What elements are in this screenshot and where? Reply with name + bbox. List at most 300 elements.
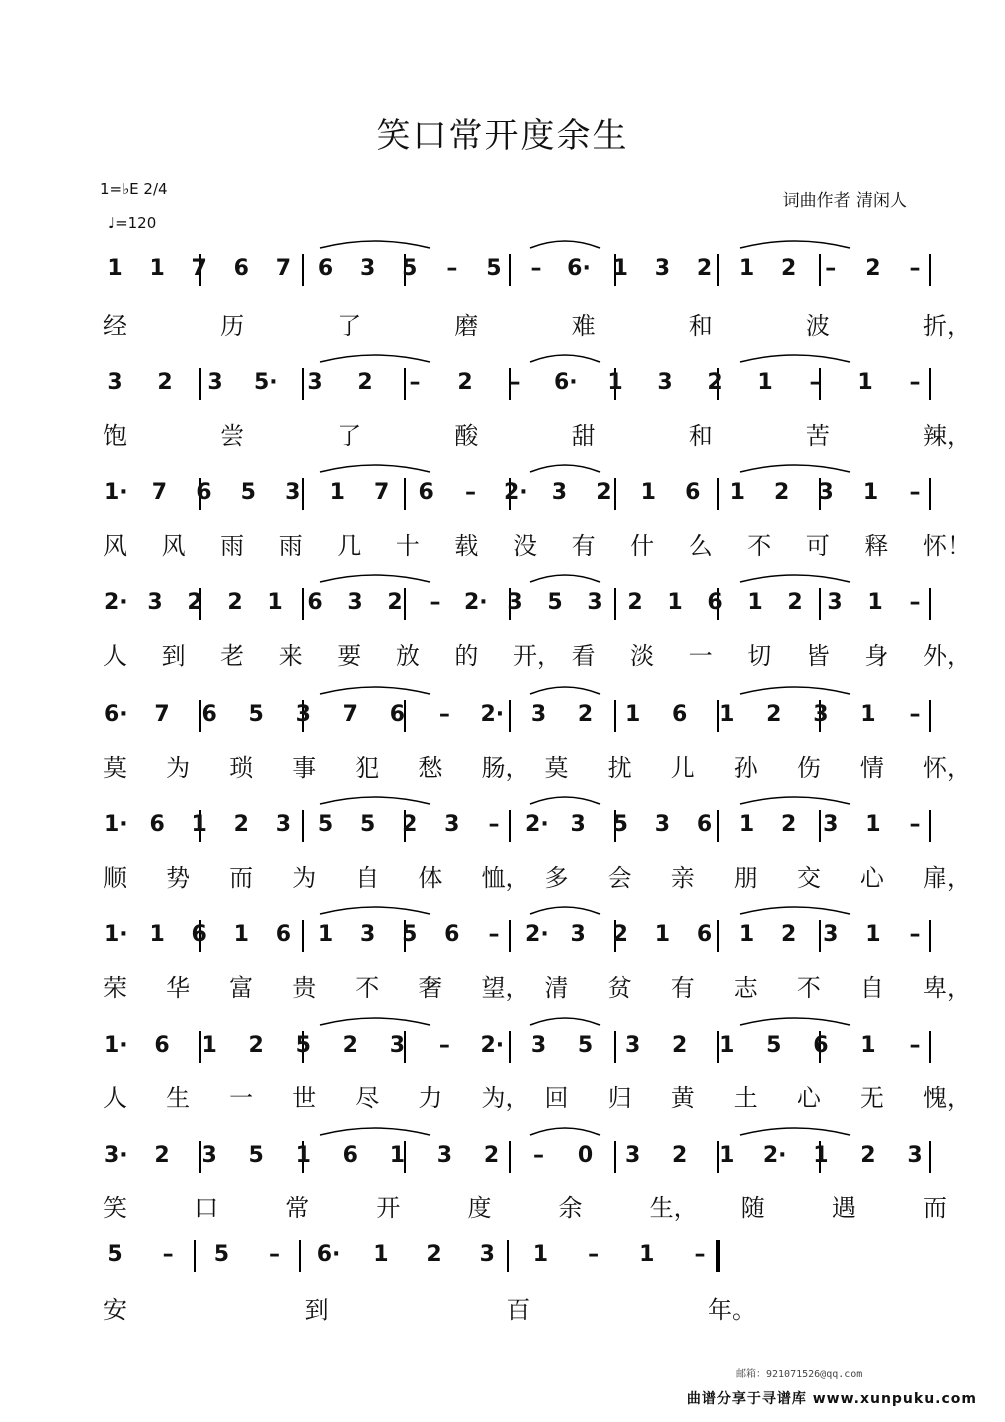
slur <box>320 575 430 582</box>
note: – <box>909 590 921 615</box>
lyric-word: 开 <box>376 1194 401 1222</box>
slur <box>530 575 600 582</box>
note: 2 <box>672 1143 688 1168</box>
lyric-word: 了 <box>337 422 362 450</box>
lyric-word: 没 <box>513 532 537 560</box>
note: 2· <box>464 590 488 615</box>
lyric-word: 志 <box>733 974 758 1002</box>
note: 1· <box>104 812 128 837</box>
note: 1· <box>104 480 128 505</box>
lyric-word: 怀！ <box>923 532 971 560</box>
lyric-word: 华 <box>166 974 191 1002</box>
note: 7 <box>191 256 207 281</box>
lyric-word: 老 <box>220 642 245 670</box>
note: 6 <box>685 480 701 505</box>
lyric-word: 外， <box>923 642 971 670</box>
note: 3 <box>295 702 311 727</box>
note: – <box>446 256 458 281</box>
note: 3 <box>907 1143 923 1168</box>
note: 3· <box>104 1143 128 1168</box>
note: – <box>269 1242 281 1267</box>
slur <box>740 355 850 362</box>
note: 1 <box>607 370 623 395</box>
note: 1 <box>738 812 755 837</box>
lyric-word: 雨 <box>220 532 245 560</box>
note: – <box>909 370 921 395</box>
note: – <box>488 922 500 947</box>
note: 1 <box>191 812 207 837</box>
lyric-word: 安 <box>103 1296 127 1324</box>
note: 5 <box>577 1033 594 1058</box>
author-credit: 词曲作者 清闲人 <box>782 191 907 211</box>
note: – <box>162 1242 174 1267</box>
slur <box>320 241 430 248</box>
lyric-word: 而 <box>229 864 254 892</box>
lyric-word: 释 <box>864 532 889 560</box>
note: 2 <box>233 812 249 837</box>
note: 1 <box>201 1033 217 1058</box>
note: 5 <box>402 922 418 947</box>
note: 5 <box>295 1033 311 1058</box>
lyric-word: 酸 <box>454 422 479 450</box>
note: 3 <box>530 1033 547 1058</box>
note: 2 <box>387 590 403 615</box>
lyric-word: 自 <box>859 974 884 1002</box>
note: 3 <box>147 590 163 615</box>
note: – <box>438 1033 450 1058</box>
note: 7 <box>154 702 170 727</box>
lyric-word: 人 <box>103 642 127 670</box>
note: 2 <box>154 1143 170 1168</box>
lyric-word: 风 <box>161 532 186 560</box>
note: 3 <box>823 922 839 947</box>
lyric-word: 不 <box>355 974 380 1002</box>
note: 1 <box>267 590 283 615</box>
lyric-word: 交 <box>796 864 821 892</box>
lyric-word: 百 <box>506 1296 531 1324</box>
lyric-word: 自 <box>355 864 380 892</box>
lyric-word: 多 <box>544 864 569 892</box>
lyric-word: 贵 <box>292 974 317 1002</box>
note: 6 <box>444 922 460 947</box>
lyric-word: 一 <box>229 1084 254 1112</box>
note: 2 <box>774 480 790 505</box>
note: 5 <box>612 812 628 837</box>
lyric-word: 余 <box>558 1194 583 1222</box>
slur <box>740 1128 850 1135</box>
note: – <box>438 702 450 727</box>
note: 6 <box>191 922 207 947</box>
lyric-word: 孙 <box>733 754 758 782</box>
note: 1· <box>104 922 128 947</box>
note: 1 <box>624 702 641 727</box>
note: – <box>909 922 921 947</box>
email-text: 邮箱：921071526@qq.com <box>736 1369 863 1380</box>
note: – <box>909 1033 921 1058</box>
note: 1 <box>860 702 876 727</box>
lyric-word: 望， <box>481 974 530 1002</box>
slur <box>530 687 600 694</box>
note: 3 <box>827 590 843 615</box>
note: 1 <box>107 256 123 281</box>
key-signature: 1=♭E 2/4 <box>100 180 168 198</box>
lyric-word: 尽 <box>355 1084 380 1112</box>
note: 2 <box>781 922 797 947</box>
lyric-word: 莫 <box>103 754 127 782</box>
lyric-word: 黄 <box>670 1084 695 1112</box>
lyric-word: 到 <box>161 642 186 670</box>
note: 1· <box>104 1033 128 1058</box>
note: 6 <box>201 702 217 727</box>
note: – <box>909 812 921 837</box>
note: – <box>509 370 521 395</box>
note: 1 <box>233 922 249 947</box>
note: 7 <box>151 480 168 505</box>
note: 2 <box>577 702 594 727</box>
note: 2· <box>504 480 528 505</box>
note: 1 <box>639 1242 655 1267</box>
note: 2 <box>426 1242 442 1267</box>
note: 6 <box>813 1033 829 1058</box>
lyric-word: 力 <box>418 1084 443 1112</box>
lyric-word: 体 <box>418 864 443 892</box>
note: 3 <box>570 812 586 837</box>
note: 1 <box>865 812 881 837</box>
note: 1 <box>373 1242 389 1267</box>
lyric-word: 心 <box>859 864 884 892</box>
lyric-word: 琐 <box>229 754 254 782</box>
note: 3 <box>347 590 363 615</box>
note: 6 <box>149 812 165 837</box>
note: 3 <box>818 480 834 505</box>
note: 3 <box>479 1242 495 1267</box>
lyric-word: 甜 <box>571 422 596 450</box>
lyric-word: 到 <box>304 1296 329 1324</box>
note: 6 <box>389 702 405 727</box>
lyric-word: 扉， <box>923 864 971 892</box>
note: 6 <box>672 702 688 727</box>
note: 6· <box>567 256 591 281</box>
note: 2 <box>342 1033 358 1058</box>
note: 6 <box>342 1143 358 1168</box>
note: 1 <box>719 702 735 727</box>
lyric-word: 难 <box>571 312 596 340</box>
slur <box>530 465 600 472</box>
lyric-word: 贫 <box>607 974 632 1002</box>
note: 3 <box>570 922 586 947</box>
slur <box>740 241 850 248</box>
note: 3 <box>436 1143 453 1168</box>
note: 5 <box>486 256 502 281</box>
lyric-word: 犯 <box>355 754 380 782</box>
lyric-word: 来 <box>278 642 303 670</box>
lyric-word: 无 <box>859 1084 884 1112</box>
slur <box>530 907 600 914</box>
lyric-word: 看 <box>571 642 596 670</box>
lyric-word: 儿 <box>670 754 695 782</box>
note: 6 <box>696 922 713 947</box>
slur <box>320 1018 430 1025</box>
lyric-word: 生， <box>649 1194 698 1222</box>
slur <box>740 465 850 472</box>
note: 1 <box>729 480 745 505</box>
slur <box>740 687 850 694</box>
lyric-word: 折， <box>923 312 971 340</box>
note: 3 <box>624 1143 641 1168</box>
lyric-word: 磨 <box>454 312 479 340</box>
lyric-word: 荣 <box>103 974 127 1002</box>
note: 1 <box>329 480 345 505</box>
note: 5 <box>359 812 376 837</box>
lyric-word: 尝 <box>220 422 245 450</box>
note: 1 <box>612 256 628 281</box>
note: 3 <box>444 812 460 837</box>
note: 3 <box>530 702 547 727</box>
lyric-word: 一 <box>688 642 713 670</box>
note: 2 <box>865 256 881 281</box>
lyric-word: 了 <box>337 312 362 340</box>
note: 2 <box>596 480 612 505</box>
note: 5 <box>107 1242 123 1267</box>
lyric-word: 愧， <box>923 1084 971 1112</box>
lyric-word: 放 <box>395 642 420 670</box>
note: 2· <box>762 1143 787 1168</box>
note: 6 <box>707 590 723 615</box>
note: 5 <box>317 812 334 837</box>
note: 6 <box>317 256 334 281</box>
lyric-word: 历 <box>220 312 245 340</box>
note: 3 <box>201 1143 217 1168</box>
lyric-word: 不 <box>796 974 821 1002</box>
note: – <box>588 1242 600 1267</box>
lyric-word: 笑 <box>103 1194 127 1222</box>
lyric-word: 有 <box>571 532 596 560</box>
slur <box>320 797 430 804</box>
lyric-word: 土 <box>733 1084 758 1112</box>
note: 2 <box>781 812 797 837</box>
note: 0 <box>577 1143 594 1168</box>
note: 5 <box>240 480 256 505</box>
lyric-word: 常 <box>285 1194 310 1222</box>
note: 1 <box>719 1143 735 1168</box>
note: 2 <box>483 1143 500 1168</box>
lyric-word: 年。 <box>708 1296 756 1324</box>
note: 3 <box>587 590 603 615</box>
note: 6· <box>554 370 578 395</box>
note: – <box>533 1143 545 1168</box>
note: 2 <box>357 370 373 395</box>
note: 3 <box>654 812 671 837</box>
lyric-word: 事 <box>292 754 317 782</box>
slur <box>530 355 600 362</box>
note: 1 <box>747 590 763 615</box>
note: 6 <box>196 480 212 505</box>
note: 6 <box>275 922 292 947</box>
note: 1 <box>317 922 334 947</box>
note: 2· <box>480 702 505 727</box>
note: 5 <box>402 256 418 281</box>
lyric-word: 莫 <box>544 754 569 782</box>
lyric-word: 朋 <box>733 864 758 892</box>
note: 5 <box>213 1242 230 1267</box>
note: 1 <box>862 480 879 505</box>
note: 5 <box>248 702 264 727</box>
page-title: 笑口常开度余生 <box>376 116 629 156</box>
lyric-word: 风 <box>103 532 127 560</box>
note: 5 <box>766 1033 782 1058</box>
note: – <box>530 256 542 281</box>
lyric-word: 身 <box>864 642 889 670</box>
note: 2 <box>187 590 203 615</box>
note: 2 <box>860 1143 876 1168</box>
note: 2 <box>248 1033 264 1058</box>
note: 6 <box>154 1033 170 1058</box>
note: 2 <box>766 702 782 727</box>
note: 3 <box>285 480 301 505</box>
lyric-word: 顺 <box>103 864 127 892</box>
lyric-word: 恤， <box>481 864 530 892</box>
note: – <box>465 480 477 505</box>
lyric-word: 为， <box>481 1084 530 1112</box>
lyric-word: 愁 <box>418 754 443 782</box>
note: 1 <box>719 1033 735 1058</box>
slur <box>320 687 430 694</box>
note: 7 <box>275 256 292 281</box>
lyric-word: 心 <box>796 1084 821 1112</box>
note: – <box>909 702 921 727</box>
lyric-word: 扰 <box>607 754 632 782</box>
lyric-word: 奢 <box>418 974 443 1002</box>
slur <box>530 797 600 804</box>
note: 3 <box>307 370 323 395</box>
note: 3 <box>551 480 568 505</box>
note: 6· <box>104 702 128 727</box>
note: 3 <box>657 370 673 395</box>
note: 2 <box>787 590 803 615</box>
note: – <box>409 370 421 395</box>
tempo-marking: ♩=120 <box>108 214 157 232</box>
lyric-word: 和 <box>688 312 713 340</box>
lyric-word: 载 <box>454 532 479 560</box>
lyric-word: 切 <box>747 642 772 670</box>
note: 2 <box>696 256 713 281</box>
lyric-word: 度 <box>467 1194 492 1222</box>
slur <box>530 1128 600 1135</box>
slur <box>320 907 430 914</box>
lyric-word: 饱 <box>103 422 127 450</box>
note: – <box>429 590 441 615</box>
lyric-word: 可 <box>805 532 830 560</box>
note: 3 <box>275 812 292 837</box>
note: 1 <box>865 922 881 947</box>
note: 2 <box>781 256 797 281</box>
note: 1 <box>640 480 656 505</box>
note: 3 <box>823 812 839 837</box>
note: 2 <box>627 590 643 615</box>
slur <box>530 241 600 248</box>
note: 1 <box>757 370 773 395</box>
slur <box>740 575 850 582</box>
lyric-word: 雨 <box>278 532 303 560</box>
note: 3 <box>359 256 376 281</box>
note: 3 <box>813 702 829 727</box>
note: 2· <box>525 922 549 947</box>
note: 1 <box>738 922 755 947</box>
lyric-word: 经 <box>103 312 127 340</box>
lyric-word: 几 <box>337 532 362 560</box>
note: 2 <box>672 1033 688 1058</box>
note: 6 <box>696 812 713 837</box>
lyric-word: 有 <box>670 974 695 1002</box>
note: – <box>909 480 921 505</box>
lyric-word: 归 <box>607 1084 632 1112</box>
lyric-word: 么 <box>688 532 713 560</box>
lyric-word: 十 <box>395 532 420 560</box>
lyric-word: 势 <box>166 864 191 892</box>
note: 1 <box>813 1143 829 1168</box>
note: 1 <box>857 370 873 395</box>
lyric-word: 怀， <box>923 754 971 782</box>
note: – <box>809 370 821 395</box>
note: 1 <box>738 256 755 281</box>
slur <box>320 355 430 362</box>
note: 2 <box>457 370 473 395</box>
note: 2 <box>402 812 418 837</box>
slur <box>740 907 850 914</box>
lyric-word: 回 <box>544 1084 569 1112</box>
lyric-word: 情 <box>859 754 884 782</box>
note: 1 <box>667 590 683 615</box>
lyric-word: 苦 <box>805 422 830 450</box>
lyric-word: 富 <box>229 974 254 1002</box>
lyric-word: 世 <box>292 1084 317 1112</box>
note: 1 <box>860 1033 876 1058</box>
lyric-word: 和 <box>688 422 713 450</box>
note: 2· <box>525 812 549 837</box>
note: 1 <box>389 1143 405 1168</box>
note: 3 <box>624 1033 641 1058</box>
note: – <box>825 256 837 281</box>
note: 1 <box>532 1242 549 1267</box>
lyric-word: 亲 <box>670 864 695 892</box>
lyric-word: 开， <box>513 642 561 670</box>
note: 6 <box>418 480 434 505</box>
lyric-word: 会 <box>607 864 632 892</box>
lyric-word: 为 <box>292 864 317 892</box>
note: – <box>694 1242 706 1267</box>
lyric-word: 为 <box>166 754 191 782</box>
slur <box>740 1018 850 1025</box>
note: – <box>488 812 500 837</box>
note: 2· <box>480 1033 505 1058</box>
lyric-word: 不 <box>747 532 772 560</box>
lyric-word: 卑， <box>923 974 971 1002</box>
note: 5· <box>254 370 278 395</box>
lyric-word: 清 <box>544 974 569 1002</box>
lyric-word: 什 <box>630 532 655 560</box>
lyric-word: 伤 <box>796 754 821 782</box>
note: 2 <box>157 370 173 395</box>
lyric-word: 波 <box>805 312 830 340</box>
note: 7 <box>374 480 390 505</box>
lyric-word: 人 <box>103 1084 127 1112</box>
lyric-word: 而 <box>923 1194 947 1222</box>
lyric-word: 遇 <box>831 1194 856 1222</box>
slur <box>740 797 850 804</box>
lyric-word: 的 <box>454 642 479 670</box>
lyric-word: 随 <box>740 1194 765 1222</box>
slur <box>320 465 430 472</box>
